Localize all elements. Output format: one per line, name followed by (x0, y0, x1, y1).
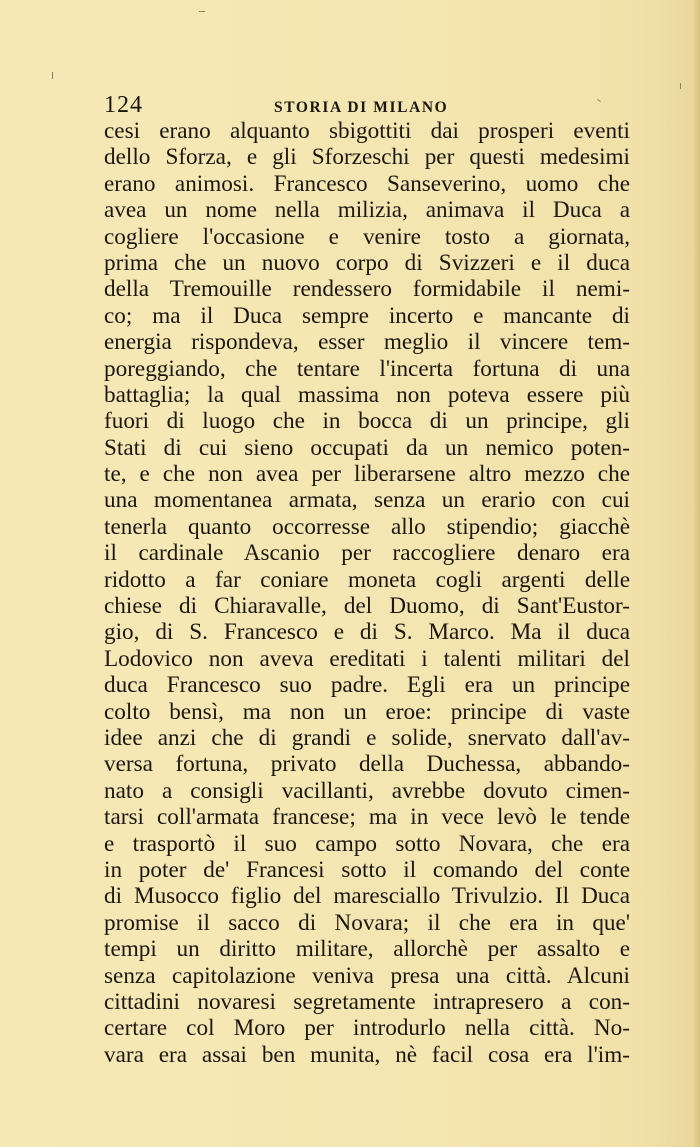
text-line: co; ma il Duca sempre incerto e mancante di (104, 302, 630, 329)
text-line: versa fortuna, privato della Duchessa, abbando- (104, 751, 630, 778)
text-line: chiese di Chiaravalle, del Duomo, di Sant'Eustor- (104, 593, 630, 620)
text-line: cittadini novaresi segretamente intrapresero a con- (104, 988, 630, 1015)
text-line: cesi erano alquanto sbigottiti dai prosperi eventi (104, 118, 630, 144)
page-number: 124 (104, 92, 143, 118)
text-line: il cardinale Ascanio per raccogliere denaro era (104, 540, 630, 567)
text-line: fuori di luogo che in bocca di un principe, gli (104, 408, 630, 435)
text-line: della Tremouille rendessero formidabile il nemi- (104, 276, 630, 303)
text-line: di Musocco figlio del maresciallo Trivulzio. Il Duca (104, 883, 630, 910)
text-line: tenerla quanto occorresse allo stipendio; giacchè (104, 513, 630, 540)
text-line: cogliere l'occasione e venire tosto a giornata, (104, 223, 630, 250)
text-line: poreggiando, che tentare l'incerta fortuna di una (104, 355, 630, 382)
text-line: te, e che non avea per liberarsene altro mezzo che (104, 461, 630, 488)
paper-speck (680, 83, 681, 89)
text-line: Stati di cui sieno occupati da un nemico poten- (104, 434, 630, 461)
text-line: ridotto a far coniare moneta cogli argenti delle (104, 566, 630, 593)
text-line: certare col Moro per introdurlo nella città. No- (104, 1015, 630, 1042)
text-line: e trasportò il suo campo sotto Novara, che era (104, 830, 630, 857)
paper-speck (199, 11, 205, 12)
text-line: tempi un diritto militare, allorchè per assalto e (104, 936, 630, 963)
text-line: avea un nome nella milizia, animava il Duca a (104, 197, 630, 224)
text-line: tarsi coll'armata francese; ma in vece levò le tende (104, 804, 630, 831)
text-line: colto bensì, ma non un eroe: principe di vaste (104, 698, 630, 725)
text-line: battaglia; la qual massima non poteva essere più (104, 381, 630, 408)
text-line: energia rispondeva, esser meglio il vincere tem- (104, 329, 630, 356)
text-line: vara era assai ben munita, nè facil cosa era l'im- (104, 1041, 630, 1068)
text-line: senza capitolazione veniva presa una città. Alcuni (104, 962, 630, 989)
text-line: duca Francesco suo padre. Egli era un principe (104, 672, 630, 699)
text-line: promise il sacco di Novara; il che era in que' (104, 909, 630, 936)
body-text (104, 118, 630, 1068)
paper-speck (52, 72, 53, 79)
text-line: prima che un nuovo corpo di Svizzeri e il duca (104, 249, 630, 276)
text-line: gio, di S. Francesco e di S. Marco. Ma il duca (104, 619, 630, 646)
text-line: una momentanea armata, senza un erario con cui (104, 487, 630, 514)
text-line: erano animosi. Francesco Sanseverino, uomo che (104, 170, 630, 197)
running-title: STORIA DI MILANO (274, 99, 449, 116)
text-line: dello Sforza, e gli Sforzeschi per questi medesimi (104, 144, 630, 171)
text-line: in poter de' Francesi sotto il comando del conte (104, 856, 630, 883)
page-edge (694, 0, 700, 1147)
text-line: Lodovico non aveva ereditati i talenti militari del (104, 645, 630, 672)
text-line: nato a consigli vacillanti, avrebbe dovuto cimen- (104, 777, 630, 804)
text-line: idee anzi che di grandi e solide, snervato dall'av- (104, 724, 630, 751)
